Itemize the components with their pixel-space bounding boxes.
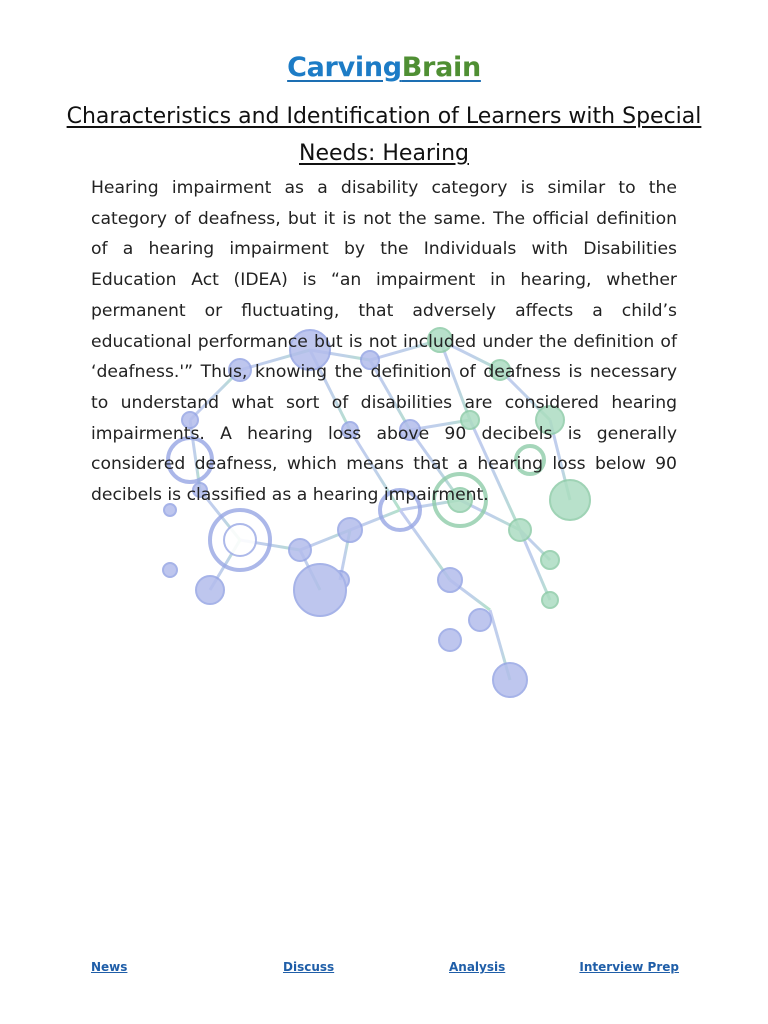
article-body: Hearing impairment as a disability category is similar to the category of deafness, but it is not the same. The official definition of a hearing impairment by the Individuals with Disabilities Education Act (IDEA) is “an impairment in hearing, whether permanent or fluctuating, that adversely affects a child’s educational performance but is not included under the definition of ‘deafness.'” Thus, knowing the definition of deafness is necessary to understand what sort of disabilities are considered hearing impairments. A hearing loss above 90 decibels is generally considered deafness, which means that a hearing loss below 90 decibels is classified as a hearing impairment. xyxy=(91,178,677,506)
logo-part-brain: Brain xyxy=(401,52,481,83)
footer-link-analysis[interactable]: Analysis xyxy=(449,960,506,974)
site-logo[interactable] xyxy=(0,52,768,83)
logo-part-carving: Carving xyxy=(287,52,402,83)
footer-link-interview-prep[interactable]: Interview Prep xyxy=(579,960,679,974)
footer-link-news[interactable]: News xyxy=(91,960,128,974)
footer-nav xyxy=(91,960,679,980)
page-title: Characteristics and Identification of Learners with Special Needs: Hearing xyxy=(66,104,702,166)
footer-link-discuss[interactable]: Discuss xyxy=(283,960,335,974)
site-logo-link[interactable] xyxy=(287,52,481,83)
